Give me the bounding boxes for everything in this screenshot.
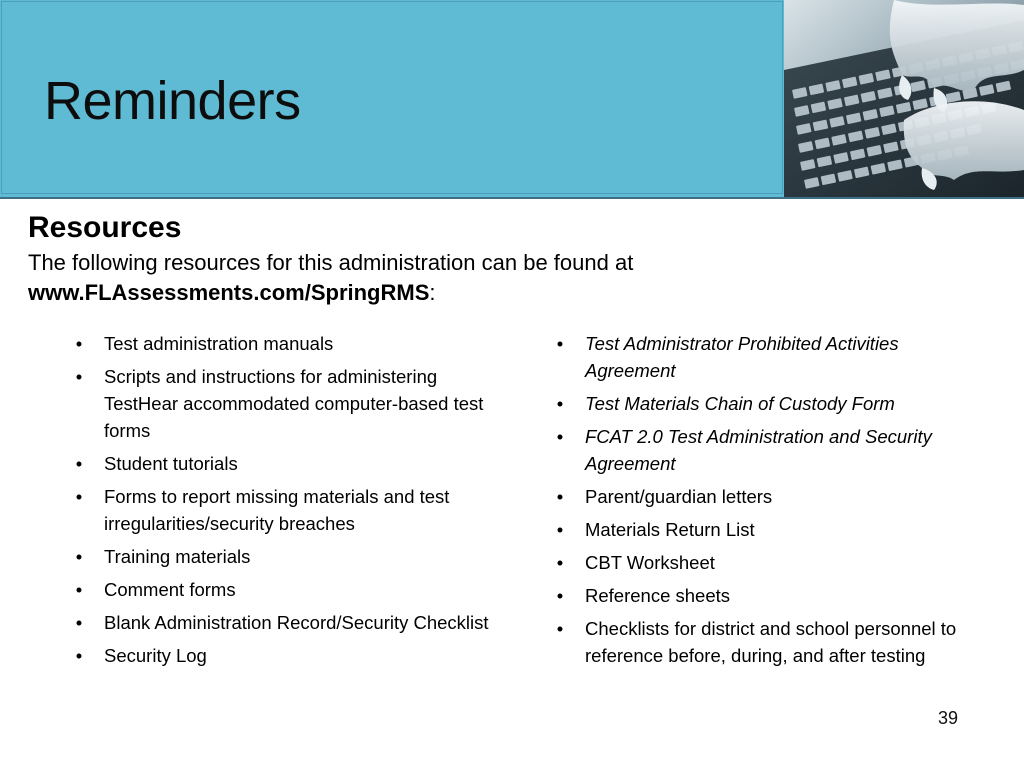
bullet-icon: • xyxy=(556,426,564,447)
list-item xyxy=(553,582,993,609)
list-item-text: Comment forms xyxy=(104,579,236,600)
list-item xyxy=(553,483,993,510)
left-resource-list xyxy=(72,330,502,675)
list-item-text: Reference sheets xyxy=(585,585,731,606)
bullet-icon: • xyxy=(75,612,83,633)
list-item xyxy=(72,330,502,357)
list-item-text: Student tutorials xyxy=(104,453,238,474)
list-item xyxy=(553,330,993,384)
bullet-icon: • xyxy=(556,618,564,639)
list-item xyxy=(553,615,993,669)
slide-title: Reminders xyxy=(44,71,301,131)
list-item xyxy=(553,390,993,417)
list-item-text: Security Log xyxy=(104,645,207,666)
list-item xyxy=(72,543,502,570)
section-heading: Resources xyxy=(28,211,182,244)
list-item-text: CBT Worksheet xyxy=(585,552,715,573)
resources-url: www.FLAssessments.com/SpringRMS xyxy=(28,280,430,305)
list-item-text: FCAT 2.0 Test Administration and Security Agreement xyxy=(585,426,932,474)
bullet-icon: • xyxy=(75,333,83,354)
list-item xyxy=(553,549,993,576)
list-item-text: Checklists for district and school personnel to reference before, during, and after testing xyxy=(585,618,957,666)
bullet-icon: • xyxy=(75,453,83,474)
intro-paragraph xyxy=(28,248,1008,308)
bullet-icon: • xyxy=(75,486,83,507)
bullet-icon: • xyxy=(556,552,564,573)
list-item xyxy=(72,363,502,444)
bullet-icon: • xyxy=(75,546,83,567)
bullet-icon: • xyxy=(75,366,83,387)
list-item-text: Forms to report missing materials and test irregularities/security breaches xyxy=(104,486,450,534)
bullet-icon: • xyxy=(75,645,83,666)
list-item xyxy=(72,450,502,477)
list-item-text: Test Administrator Prohibited Activities Agreement xyxy=(585,333,899,381)
intro-colon: : xyxy=(429,280,436,305)
bullet-icon: • xyxy=(75,579,83,600)
bullet-icon: • xyxy=(556,486,564,507)
keyboard-hands-image xyxy=(784,0,1024,197)
list-item xyxy=(553,516,993,543)
list-item-text: Test administration manuals xyxy=(104,333,334,354)
keyboard-typing-photo xyxy=(784,0,1024,197)
right-resource-list xyxy=(553,330,993,675)
list-item-text: Materials Return List xyxy=(585,519,755,540)
intro-text: The following resources for this administration can be found at xyxy=(28,250,634,275)
page-number: 39 xyxy=(938,708,959,728)
list-item xyxy=(72,576,502,603)
list-item xyxy=(72,609,502,636)
list-item xyxy=(72,483,502,537)
title-banner xyxy=(0,0,1024,199)
list-item-text: Test Materials Chain of Custody Form xyxy=(585,393,895,414)
bullet-icon: • xyxy=(556,585,564,606)
list-item xyxy=(553,423,993,477)
list-item-text: Training materials xyxy=(104,546,251,567)
list-item xyxy=(72,642,502,669)
bullet-icon: • xyxy=(556,519,564,540)
bullet-icon: • xyxy=(556,333,564,354)
bullet-icon: • xyxy=(556,393,564,414)
list-item-text: Blank Administration Record/Security Checklist xyxy=(104,612,489,633)
list-item-text: Parent/guardian letters xyxy=(585,486,773,507)
resources-section xyxy=(28,210,1008,308)
list-item-text: Scripts and instructions for administering TestHear accommodated computer-based test forms xyxy=(104,366,484,441)
